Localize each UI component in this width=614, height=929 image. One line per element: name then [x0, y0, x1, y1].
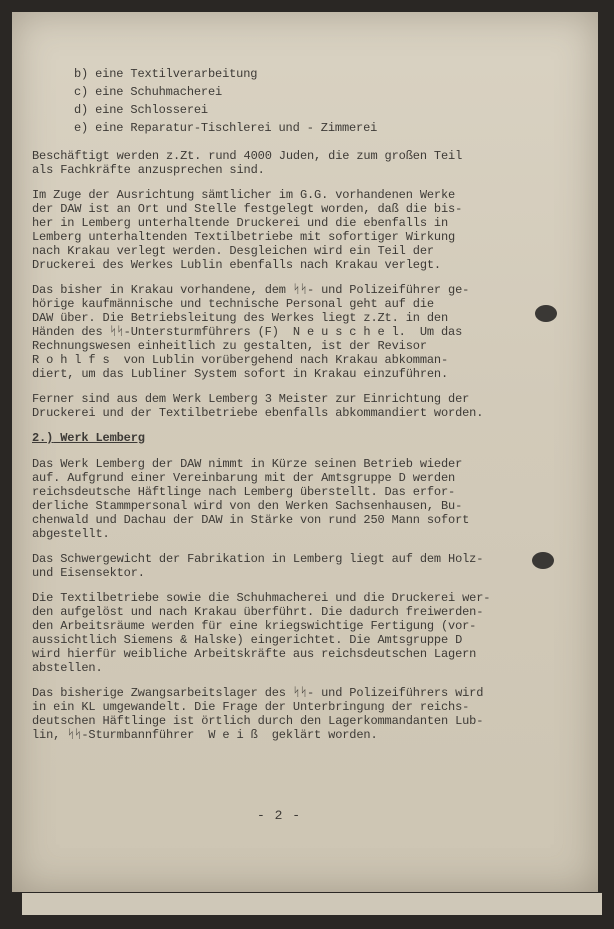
- document-page: [12, 12, 598, 892]
- paragraph-personnel: Das bisher in Krakau vorhandene, dem ᛋᛋ- und Polizeiführer ge- hörige kaufmännische und technische Personal geht auf die DAW über. Die Betriebsleitung des Werkes liegt z.Zt. in den Händen des ᛋᛋ-Untersturmführers (F) N e u s c h e l. Um das Rechnungswesen einheitlich zu gestalten, ist der Revisor R o h l f s von Lublin vorübergehend nach Krakau abkomman- diert, um das Lubliner System sofort in Krakau einzuführen.: [32, 283, 470, 381]
- page-number: - 2 -: [257, 808, 302, 823]
- paragraph-relocation: Im Zuge der Ausrichtung sämtlicher im G.G. vorhandenen Werke der DAW ist an Ort und Stelle festgelegt worden, daß die bis- her in Lemberg unterhaltende Druckerei und die ebenfalls in Lemberg unterhaltenden Textilbetriebe mit sofortiger Wirkung nach Krakau verlegt werden. Desgleichen wird ein Teil der Druckerei des Werkes Lublin ebenfalls nach Krakau verlegt.: [32, 188, 463, 272]
- list-item-d: d) eine Schlosserei: [74, 103, 208, 117]
- paragraph-focus: Das Schwergewicht der Fabrikation in Lemberg liegt auf dem Holz- und Eisensektor.: [32, 552, 484, 580]
- section-number: 2.): [32, 431, 54, 445]
- page-edge-strip: [22, 893, 602, 915]
- paragraph-camp: Das bisherige Zwangsarbeitslager des ᛋᛋ- und Polizeiführers wird in ein KL umgewandelt. Die Frage der Unterbringung der reichs- deutschen Häftlinge ist örtlich durch den Lagerkommandanten Lub- lin, ᛋᛋ-Sturmbannführer W e i ß geklärt worden.: [32, 686, 484, 742]
- paragraph-workers: Beschäftigt werden z.Zt. rund 4000 Juden, die zum großen Teil als Fachkräfte anzusprechen sind.: [32, 149, 463, 177]
- list-item-e: e) eine Reparatur-Tischlerei und - Zimmerei: [74, 121, 378, 135]
- paragraph-lemberg-works: Das Werk Lemberg der DAW nimmt in Kürze seinen Betrieb wieder auf. Aufgrund einer Vereinbarung mit der Amtsgruppe D werden reichsdeutsche Häftlinge nach Lemberg überstellt. Das erfor- derliche Stammpersonal wird von den Werken Sachsenhausen, Bu- chenwald und Dachau der DAW in Stärke von rund 250 Mann sofort abgestellt.: [32, 457, 470, 541]
- paragraph-masters: Ferner sind aus dem Werk Lemberg 3 Meister zur Einrichtung der Druckerei und der Textilbetriebe ebenfalls abkommandiert worden.: [32, 392, 484, 420]
- list-item-b: b) eine Textilverarbeitung: [74, 67, 258, 81]
- section-heading: [32, 431, 562, 445]
- document-body: [32, 67, 562, 753]
- section-title: Werk Lemberg: [60, 431, 145, 445]
- list-item-c: c) eine Schuhmacherei: [74, 85, 223, 99]
- paragraph-textile: Die Textilbetriebe sowie die Schuhmacherei und die Druckerei wer- den aufgelöst und nach Krakau überführt. Die dadurch freiwerden- den Arbeitsräume werden für eine kriegswichtige Fertigung (vor- aussichtlich Siemens & Halske) eingerichtet. Die Amtsgruppe D wird hierfür weibliche Arbeitskräfte aus reichsdeutschen Lagern abstellen.: [32, 591, 491, 675]
